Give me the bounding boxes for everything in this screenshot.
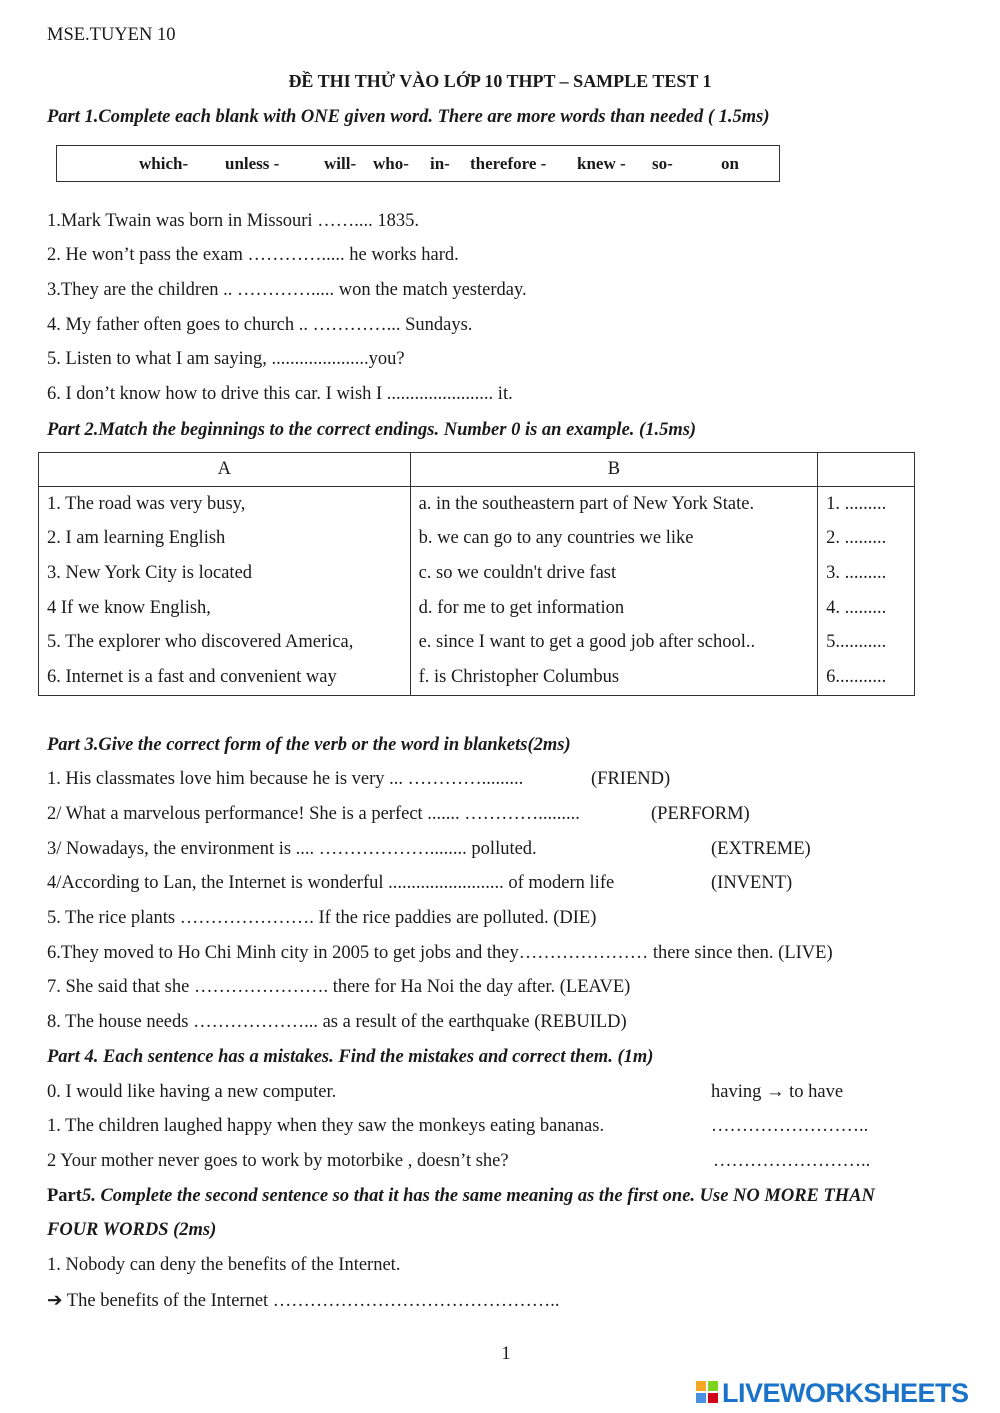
- part3-item-3[interactable]: 3/ Nowadays, the environment is .... ………………........ polluted.: [47, 839, 537, 859]
- part5-heading-line1: [47, 1186, 875, 1207]
- table-row: [39, 522, 915, 557]
- part3-item-2[interactable]: 2/ What a marvelous performance! She is a perfect ....... ………….........: [47, 804, 580, 824]
- match-a: 4 If we know English,: [39, 591, 411, 626]
- logo-text: LIVEWORKSHEETS: [722, 1378, 969, 1408]
- answer-column-header: [818, 453, 915, 487]
- table-row: [39, 660, 915, 695]
- match-a: 6. Internet is a fast and convenient way: [39, 660, 411, 695]
- match-b: f. is Christopher Columbus: [410, 660, 818, 695]
- part1-item-1[interactable]: 1.Mark Twain was born in Missouri …….... 1835.: [47, 211, 419, 231]
- table-row: [39, 556, 915, 591]
- match-a: 3. New York City is located: [39, 556, 411, 591]
- arrow-icon: ➔: [47, 1291, 63, 1311]
- part4-heading: Part 4. Each sentence has a mistakes. Find the mistakes and correct them. (1m): [47, 1047, 654, 1067]
- table-row: [39, 625, 915, 660]
- part5-item-1: 1. Nobody can deny the benefits of the Internet.: [47, 1255, 401, 1275]
- column-b-header: B: [410, 453, 818, 487]
- match-b: b. we can go to any countries we like: [410, 522, 818, 557]
- word-bank-box: [56, 145, 780, 182]
- part5-heading-text: 5. Complete the second sentence so that it has the same meaning as the first one. Use NO MORE THAN: [81, 1186, 875, 1206]
- part3-item-6[interactable]: 6.They moved to Ho Chi Minh city in 2005 to get jobs and they………………… there since then. (LIVE): [47, 943, 833, 963]
- part1-heading: Part 1.Complete each blank with ONE given word. There are more words than needed ( 1.5ms): [47, 107, 770, 127]
- part5-answer-line[interactable]: [47, 1290, 560, 1312]
- match-answer[interactable]: 2. .........: [818, 522, 915, 557]
- part3-heading: Part 3.Give the correct form of the verb or the word in blankets(2ms): [47, 735, 571, 755]
- document-code: MSE.TUYEN 10: [47, 25, 176, 45]
- word-bank-item: so-: [652, 154, 673, 173]
- match-a: 1. The road was very busy,: [39, 487, 411, 522]
- table-row: [39, 487, 915, 522]
- match-b: e. since I want to get a good job after school..: [410, 625, 818, 660]
- part1-item-3[interactable]: 3.They are the children .. …………..... won the match yesterday.: [47, 280, 527, 300]
- part3-item-1[interactable]: 1. His classmates love him because he is very ... ………….........: [47, 769, 524, 789]
- part1-item-2[interactable]: 2. He won’t pass the exam …………..... he works hard.: [47, 245, 459, 265]
- part3-item-7[interactable]: 7. She said that she …………………. there for Ha Noi the day after. (LEAVE): [47, 977, 631, 997]
- match-b: c. so we couldn't drive fast: [410, 556, 818, 591]
- match-b: a. in the southeastern part of New York State.: [410, 487, 818, 522]
- part1-item-6[interactable]: 6. I don’t know how to drive this car. I wish I ....................... it.: [47, 384, 513, 404]
- part1-item-5[interactable]: 5. Listen to what I am saying, .....................you?: [47, 349, 405, 369]
- part3-item-8[interactable]: 8. The house needs ………………... as a result of the earthquake (REBUILD): [47, 1012, 627, 1032]
- match-a: 2. I am learning English: [39, 522, 411, 557]
- part3-hint-4: (INVENT): [711, 873, 793, 893]
- part3-hint-3: (EXTREME): [711, 839, 811, 859]
- word-bank-item: therefore -: [470, 154, 547, 173]
- word-bank-item: in-: [430, 154, 450, 173]
- match-answer[interactable]: 5...........: [818, 625, 915, 660]
- part4-answer-2[interactable]: ……………………..: [713, 1151, 871, 1171]
- part3-item-4[interactable]: 4/According to Lan, the Internet is wonderful ......................... of modern life: [47, 873, 615, 893]
- part3-hint-1: (FRIEND): [591, 769, 671, 789]
- part4-item-2: 2 Your mother never goes to work by motorbike , doesn’t she?: [47, 1151, 509, 1171]
- column-a-header: A: [39, 453, 411, 487]
- part3-hint-2: (PERFORM): [651, 804, 750, 824]
- document-title: ĐỀ THI THỬ VÀO LỚP 10 THPT – SAMPLE TEST 1: [288, 71, 712, 91]
- word-bank-item: unless -: [225, 154, 280, 173]
- match-answer[interactable]: 6...........: [818, 660, 915, 695]
- match-answer[interactable]: 3. .........: [818, 556, 915, 591]
- match-answer[interactable]: 1. .........: [818, 487, 915, 522]
- part2-heading: Part 2.Match the beginnings to the correct endings. Number 0 is an example. (1.5ms): [47, 420, 697, 440]
- part5-heading-line2: FOUR WORDS (2ms): [47, 1220, 217, 1240]
- part5-heading-prefix: Part: [47, 1186, 82, 1206]
- match-b: d. for me to get information: [410, 591, 818, 626]
- part1-item-4[interactable]: 4. My father often goes to church .. …………... Sundays.: [47, 315, 473, 335]
- word-bank-item: who-: [373, 154, 409, 173]
- page-number: 1: [501, 1344, 511, 1364]
- matching-table: [38, 452, 915, 696]
- word-bank-item: knew -: [577, 154, 626, 173]
- part4-answer-1[interactable]: ……………………..: [711, 1116, 869, 1136]
- word-bank-item: on: [721, 154, 739, 173]
- part4-example: 0. I would like having a new computer.: [47, 1082, 337, 1102]
- part4-example-answer: having → to have: [711, 1082, 844, 1102]
- match-answer[interactable]: 4. .........: [818, 591, 915, 626]
- logo-mark-icon: [696, 1381, 720, 1405]
- match-a: 5. The explorer who discovered America,: [39, 625, 411, 660]
- table-row: [39, 591, 915, 626]
- part3-item-5[interactable]: 5. The rice plants …………………. If the rice paddies are polluted. (DIE): [47, 908, 597, 928]
- word-bank-item: will-: [324, 154, 357, 173]
- part5-answer-text[interactable]: The benefits of the Internet ………………………………………..: [62, 1291, 560, 1311]
- word-bank-item: which-: [139, 154, 189, 173]
- part4-item-1: 1. The children laughed happy when they saw the monkeys eating bananas.: [47, 1116, 605, 1136]
